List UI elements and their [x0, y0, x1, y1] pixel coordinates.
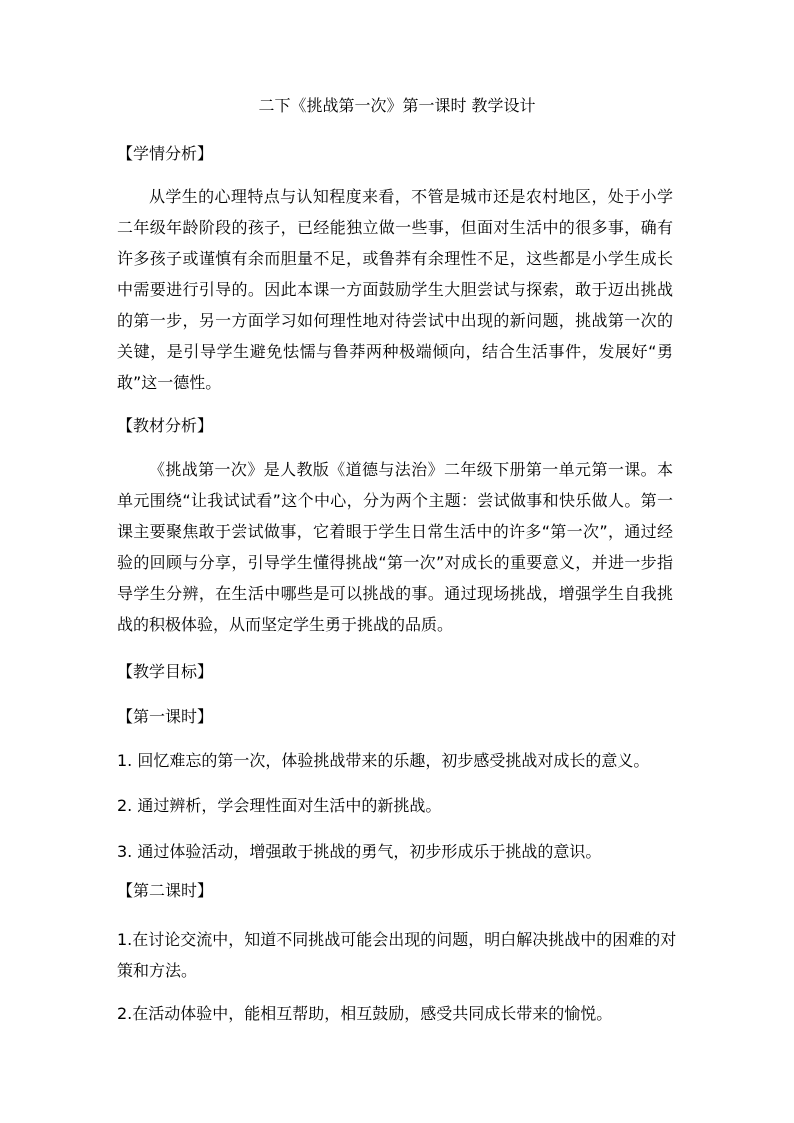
goal-item-2-2: 2.在活动体验中，能相互帮助，相互鼓励，感受共同成长带来的愉悦。 [117, 1004, 613, 1023]
heading-learning-analysis: 【学情分析】 [117, 144, 214, 163]
paragraph-learning-analysis: 从学生的心理特点与认知程度来看，不管是城市还是农村地区，处于小学二年级年龄阶段的孩子，已经能独立做一些事，但面对生活中的很多事，确有许多孩子或谨慎有余而胆量不足，或鲁莽有余理性不足，这些都是小学生成长中需要进行引导的。因此本课一方面鼓励学生大胆尝试与探索，敢于迈出挑战的第一步，另一方面学习如何理性地对待尝试中出现的新问题，挑战第一次的关键，是引导学生避免怯懦与鲁莽两种极端倾向，结合生活事件，发展好“勇敢”这一德性。 [117, 187, 673, 392]
heading-first-lesson: 【第一课时】 [117, 707, 214, 726]
document-title: 二下《挑战第一次》第一课时 教学设计 [258, 96, 536, 115]
goal-item-1-2: 2. 通过辨析，学会理性面对生活中的新挑战。 [117, 796, 442, 815]
paragraph-textbook-analysis: 《挑战第一次》是人教版《道德与法治》二年级下册第一单元第一课。本单元围绕“让我试试看”这个中心，分为两个主题：尝试做事和快乐做人。第一课主要聚焦敢于尝试做事，它着眼于学生日常生活中的许多“第一次”，通过经验的回顾与分享，引导学生懂得挑战“第一次”对成长的重要意义，并进一步指导学生分辨，在生活中哪些是可以挑战的事。通过现场挑战，增强学生自我挑战的积极体验，从而坚定学生勇于挑战的品质。 [117, 460, 673, 634]
heading-textbook-analysis: 【教材分析】 [117, 416, 214, 435]
goal-item-1-1: 1. 回忆难忘的第一次，体验挑战带来的乐趣，初步感受挑战对成长的意义。 [117, 751, 650, 770]
heading-second-lesson: 【第二课时】 [117, 881, 214, 900]
goal-item-2-1: 1.在讨论交流中，知道不同挑战可能会出现的问题，明白解决挑战中的困难的对策和方法。 [117, 930, 677, 980]
goal-item-1-3: 3. 通过体验活动，增强敢于挑战的勇气，初步形成乐于挑战的意识。 [117, 842, 602, 861]
heading-teaching-goals: 【教学目标】 [117, 662, 214, 681]
